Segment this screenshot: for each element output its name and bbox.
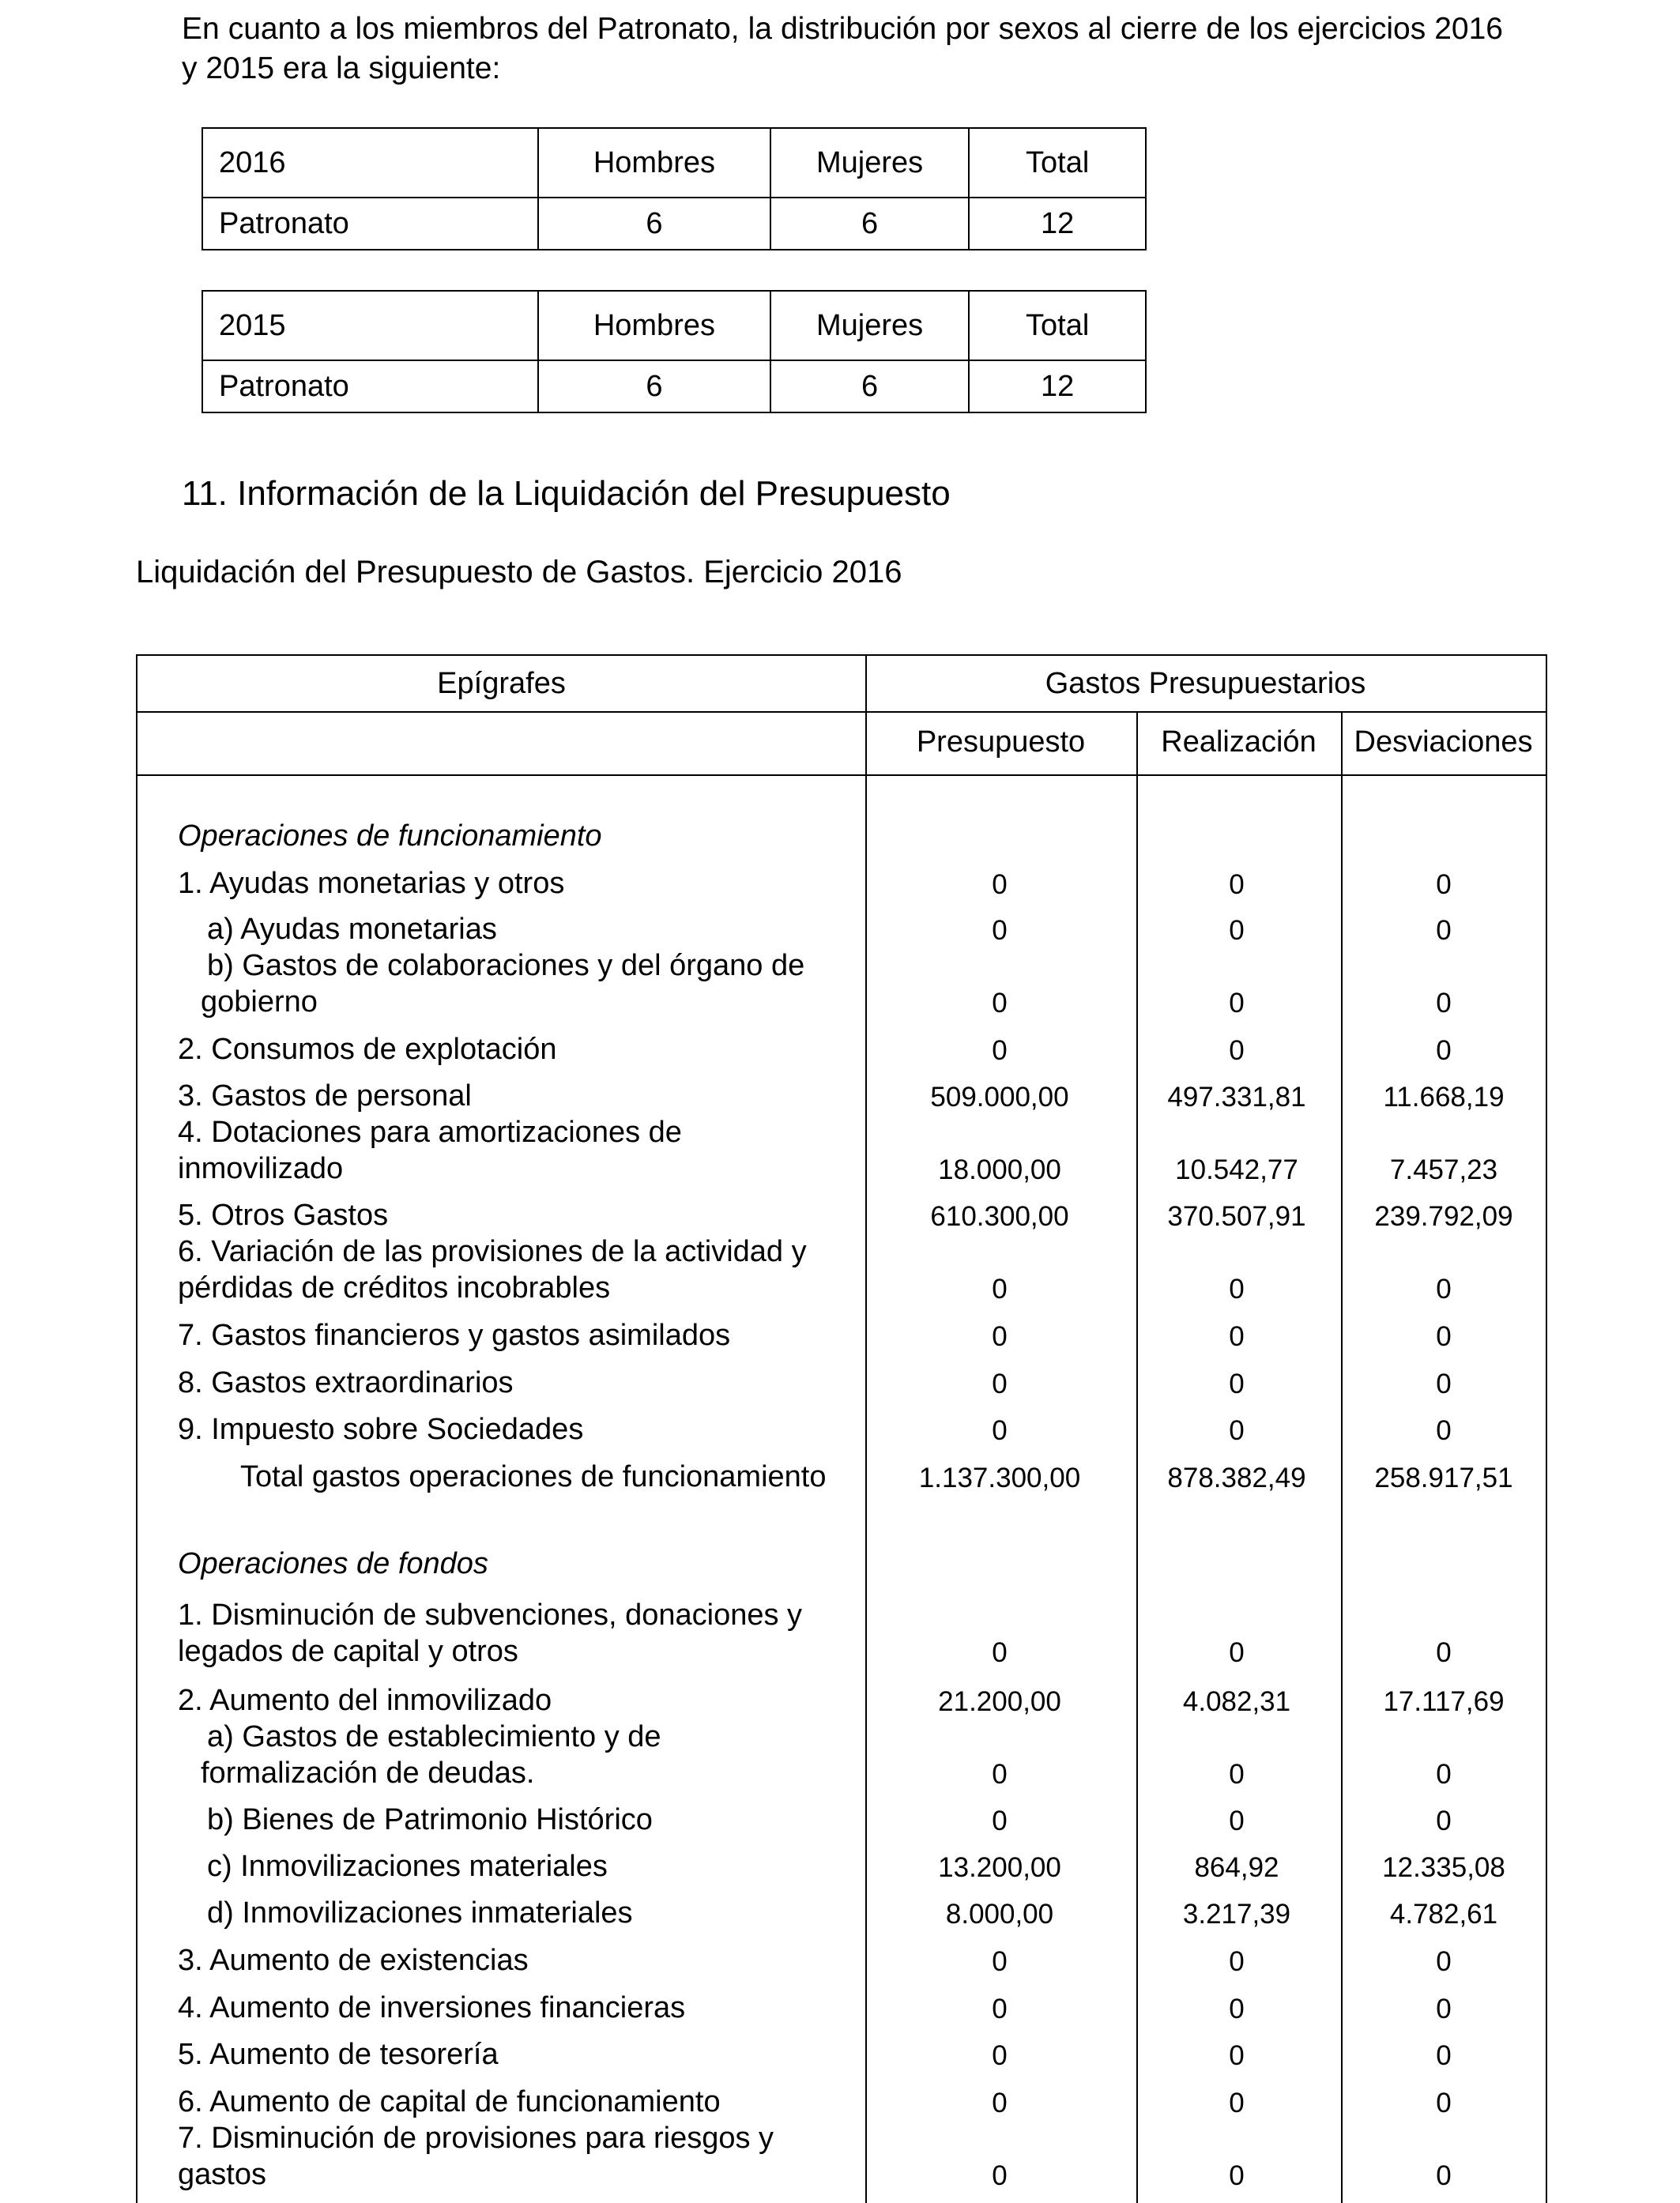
row-label-line: Total gastos operaciones de funcionamiento xyxy=(240,1460,827,1493)
row-label xyxy=(178,1233,807,1306)
realizacion-value: 0 xyxy=(1229,1415,1245,1446)
desviaciones-value: 0 xyxy=(1436,1637,1452,1668)
presupuesto-value: 8.000,00 xyxy=(945,1899,1054,1930)
realizacion-value: 3.217,39 xyxy=(1182,1899,1291,1930)
row-label-line: 2. Aumento del inmovilizado xyxy=(178,1684,552,1717)
men-header: Hombres xyxy=(538,291,770,360)
row-label xyxy=(207,911,497,947)
presupuesto-value: 21.200,00 xyxy=(938,1686,1061,1717)
realizacion-value: 0 xyxy=(1229,1321,1245,1352)
row-label-line: 1. Ayudas monetarias y otros xyxy=(178,867,565,900)
women-header: Mujeres xyxy=(770,128,970,198)
row-label-line: 5. Aumento de tesorería xyxy=(178,2038,499,2071)
row-label xyxy=(178,2120,774,2193)
desviaciones-value: 0 xyxy=(1436,2088,1452,2118)
row-label xyxy=(178,1597,802,1670)
desviaciones-value: 0 xyxy=(1436,1369,1452,1399)
row-label xyxy=(178,1942,529,1979)
presupuesto-value: 0 xyxy=(992,1994,1008,2024)
row-label-line: inmovilizado xyxy=(178,1152,344,1185)
row-label-line: 4. Aumento de inversiones financieras xyxy=(178,1991,686,2024)
desviaciones-value: 0 xyxy=(1436,1415,1452,1446)
realizacion-value: 0 xyxy=(1229,988,1245,1019)
realizacion-value: 0 xyxy=(1229,869,1245,900)
header-desviaciones: Desviaciones xyxy=(1354,725,1533,759)
row-label-line: 2. Consumos de explotación xyxy=(178,1033,557,1066)
row-label xyxy=(178,1114,682,1187)
desviaciones-value: 11.668,19 xyxy=(1383,1082,1505,1113)
realizacion-value: 0 xyxy=(1229,1035,1245,1066)
patronato-2016-table xyxy=(202,127,1147,250)
year-cell: 2016 xyxy=(202,128,538,198)
presupuesto-value: 0 xyxy=(992,1946,1008,1977)
header-realizacion: Realización xyxy=(1161,725,1317,759)
row-label-line: 7. Disminución de provisiones para riesgos y xyxy=(178,2122,774,2155)
row-label-line: 8. Gastos extraordinarios xyxy=(178,1366,514,1399)
men-value: 6 xyxy=(538,198,770,250)
row-label-line: 6. Variación de las provisiones de la actividad y xyxy=(178,1235,807,1268)
desviaciones-value: 0 xyxy=(1436,2160,1452,2191)
desviaciones-value: 0 xyxy=(1436,1759,1452,1790)
row-label: Patronato xyxy=(202,360,538,412)
desviaciones-value: 12.335,08 xyxy=(1382,1852,1505,1883)
desviaciones-value: 0 xyxy=(1436,1274,1452,1305)
desviaciones-value: 239.792,09 xyxy=(1374,1201,1513,1232)
row-label-line: pérdidas de créditos incobrables xyxy=(178,1271,611,1305)
row-label xyxy=(178,1197,388,1233)
intro-paragraph: En cuanto a los miembros del Patronato, la distribución por sexos al cierre de los ejercicios 2016 y 2015 era la siguiente: xyxy=(182,12,1503,85)
total-value: 12 xyxy=(969,360,1146,412)
row-label-line: 5. Otros Gastos xyxy=(178,1199,389,1232)
row-label-line: 3. Aumento de existencias xyxy=(178,1944,529,1977)
realizacion-value: 0 xyxy=(1229,2088,1245,2118)
total-header: Total xyxy=(969,128,1146,198)
row-label-line: 9. Impuesto sobre Sociedades xyxy=(178,1413,584,1446)
realizacion-value: 370.507,91 xyxy=(1167,1201,1306,1232)
presupuesto-value: 0 xyxy=(992,2040,1008,2071)
row-label xyxy=(240,1459,826,1495)
realizacion-value: 10.542,77 xyxy=(1175,1154,1298,1185)
presupuesto-value: 0 xyxy=(992,869,1008,900)
budget-subtitle: Liquidación del Presupuesto de Gastos. Ejercicio 2016 xyxy=(136,555,902,589)
presupuesto-value: 610.300,00 xyxy=(930,1201,1069,1232)
row-label xyxy=(178,1411,583,1448)
presupuesto-value: 13.200,00 xyxy=(938,1852,1061,1883)
desviaciones-value: 7.457,23 xyxy=(1389,1154,1498,1185)
women-value: 6 xyxy=(770,198,970,250)
realizacion-value: 497.331,81 xyxy=(1167,1082,1306,1113)
row-label xyxy=(178,2084,721,2120)
desviaciones-value: 0 xyxy=(1436,988,1452,1019)
row-label xyxy=(178,1031,557,1068)
row-label-line: b) Bienes de Patrimonio Histórico xyxy=(207,1803,653,1836)
women-value: 6 xyxy=(770,360,970,412)
realizacion-value: 0 xyxy=(1229,1369,1245,1399)
realizacion-value: 0 xyxy=(1229,1806,1245,1836)
header-gastos-presupuestarios: Gastos Presupuestarios xyxy=(1045,667,1366,700)
realizacion-value: 0 xyxy=(1229,1274,1245,1305)
row-label-line: 6. Aumento de capital de funcionamiento xyxy=(178,2085,721,2118)
realizacion-value: 0 xyxy=(1229,2040,1245,2071)
presupuesto-value: 0 xyxy=(992,1806,1008,1836)
row-label xyxy=(201,1719,661,1791)
presupuesto-value: 0 xyxy=(992,1369,1008,1399)
desviaciones-value: 0 xyxy=(1436,1321,1452,1352)
desviaciones-value: 0 xyxy=(1436,915,1452,946)
row-label-line: Operaciones de funcionamiento xyxy=(178,819,602,853)
presupuesto-value: 0 xyxy=(992,988,1008,1019)
row-label-line: 3. Gastos de personal xyxy=(178,1079,472,1113)
presupuesto-value: 0 xyxy=(992,1415,1008,1446)
presupuesto-value: 0 xyxy=(992,1321,1008,1352)
row-label xyxy=(178,865,564,902)
realizacion-value: 0 xyxy=(1229,1637,1245,1668)
presupuesto-value: 509.000,00 xyxy=(930,1082,1069,1113)
header-divider xyxy=(137,711,1546,713)
realizacion-value: 0 xyxy=(1229,1946,1245,1977)
realizacion-value: 0 xyxy=(1229,2160,1245,2191)
men-value: 6 xyxy=(538,360,770,412)
year-cell: 2015 xyxy=(202,291,538,360)
desviaciones-value: 0 xyxy=(1436,1806,1452,1836)
desviaciones-value: 0 xyxy=(1436,869,1452,900)
col-divider-epigrafes xyxy=(865,656,867,2203)
row-label xyxy=(178,1365,514,1401)
header-presupuesto: Presupuesto xyxy=(916,725,1086,759)
row-label xyxy=(207,1802,653,1838)
presupuesto-value: 1.137.300,00 xyxy=(918,1463,1081,1493)
row-label xyxy=(178,1078,472,1114)
row-label-line: 4. Dotaciones para amortizaciones de xyxy=(178,1116,682,1149)
women-header: Mujeres xyxy=(770,291,970,360)
desviaciones-value: 0 xyxy=(1436,1035,1452,1066)
presupuesto-value: 0 xyxy=(992,2160,1008,2191)
row-label xyxy=(178,1990,685,2026)
header-bottom-divider xyxy=(137,774,1546,776)
desviaciones-value: 17.117,69 xyxy=(1383,1686,1505,1717)
presupuesto-value: 0 xyxy=(992,1035,1008,1066)
presupuesto-value: 0 xyxy=(992,1274,1008,1305)
total-header: Total xyxy=(969,291,1146,360)
presupuesto-value: 0 xyxy=(992,2088,1008,2118)
patronato-2015-table xyxy=(202,290,1147,413)
desviaciones-value: 258.917,51 xyxy=(1374,1463,1513,1493)
row-label-line: legados de capital y otros xyxy=(178,1635,518,1668)
row-label-line: gobierno xyxy=(201,985,318,1019)
desviaciones-value: 4.782,61 xyxy=(1389,1899,1498,1930)
row-label-line: d) Inmovilizaciones inmateriales xyxy=(207,1896,633,1930)
presupuesto-value: 0 xyxy=(992,1759,1008,1790)
realizacion-value: 864,92 xyxy=(1194,1852,1279,1883)
total-value: 12 xyxy=(969,198,1146,250)
row-label-line: gastos xyxy=(178,2158,266,2191)
row-label-line: formalización de deudas. xyxy=(201,1757,535,1790)
realizacion-value: 0 xyxy=(1229,1994,1245,2024)
row-label-line: Operaciones de fondos xyxy=(178,1547,488,1580)
row-label xyxy=(178,818,602,854)
desviaciones-value: 0 xyxy=(1436,1946,1452,1977)
row-label xyxy=(178,1546,488,1582)
row-label xyxy=(178,2036,499,2073)
row-label-line: a) Ayudas monetarias xyxy=(207,913,497,946)
header-epigrafes: Epígrafes xyxy=(437,667,566,700)
realizacion-value: 4.082,31 xyxy=(1182,1686,1291,1717)
presupuesto-value: 0 xyxy=(992,915,1008,946)
row-label-line: 7. Gastos financieros y gastos asimilados xyxy=(178,1319,731,1352)
realizacion-value: 878.382,49 xyxy=(1167,1463,1306,1493)
realizacion-value: 0 xyxy=(1229,915,1245,946)
row-label xyxy=(178,1317,730,1354)
men-header: Hombres xyxy=(538,128,770,198)
row-label: Patronato xyxy=(202,198,538,250)
row-label xyxy=(201,947,805,1020)
desviaciones-value: 0 xyxy=(1436,2040,1452,2071)
presupuesto-value: 18.000,00 xyxy=(938,1154,1061,1185)
row-label xyxy=(207,1895,633,1931)
row-label-line: 1. Disminución de subvenciones, donaciones y xyxy=(178,1599,803,1632)
row-label-line: c) Inmovilizaciones materiales xyxy=(207,1850,608,1883)
row-label-line: b) Gastos de colaboraciones y del órgano de xyxy=(207,949,805,982)
row-label xyxy=(178,1682,552,1719)
row-label xyxy=(207,1848,608,1885)
section-title: 11. Información de la Liquidación del Presupuesto xyxy=(182,474,951,513)
presupuesto-value: 0 xyxy=(992,1637,1008,1668)
desviaciones-value: 0 xyxy=(1436,1994,1452,2024)
realizacion-value: 0 xyxy=(1229,1759,1245,1790)
row-label-line: a) Gastos de establecimiento y de xyxy=(207,1720,661,1753)
